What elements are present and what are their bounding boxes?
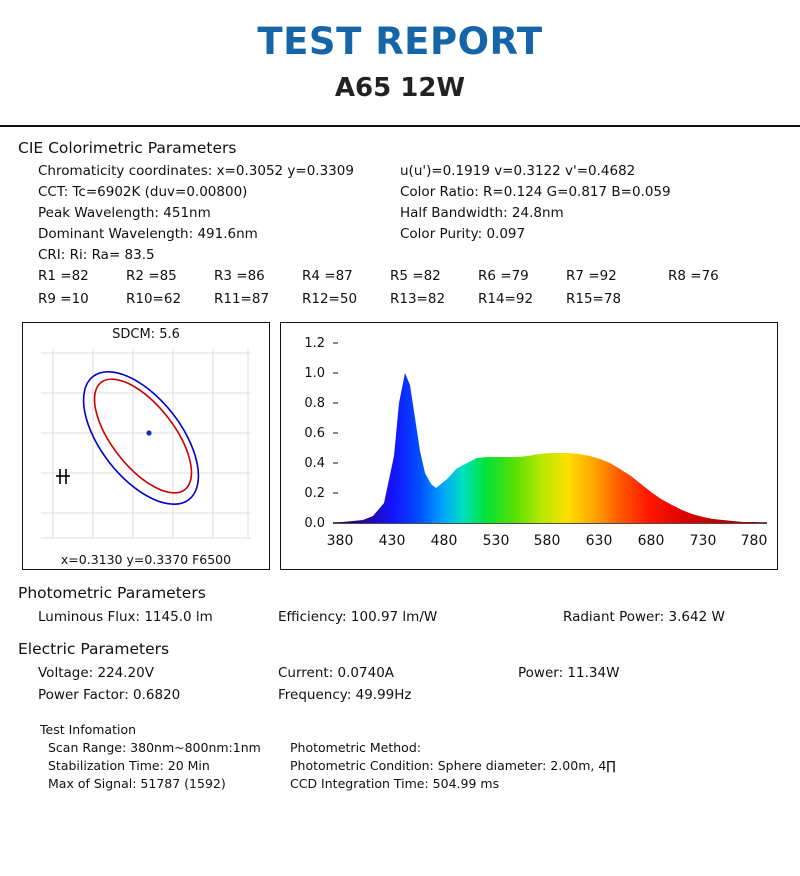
svg-text:0.4: 0.4 — [304, 455, 325, 471]
ri-value-r6: R6 =79 — [478, 267, 529, 284]
svg-text:380: 380 — [326, 532, 354, 549]
scan-range: Scan Range: 380nm~800nm:1nm — [48, 739, 261, 755]
test-info-row — [48, 739, 800, 757]
electric-row — [38, 684, 800, 706]
svg-text:0.0: 0.0 — [304, 515, 325, 531]
sdcm-chart — [22, 322, 270, 570]
stabilization-time: Stabilization Time: 20 Min — [48, 757, 210, 773]
svg-text:530: 530 — [482, 532, 510, 549]
uv-coordinates: u(u')=0.1919 v=0.3122 v'=0.4682 — [400, 162, 636, 179]
ri-value-r8: R8 =76 — [668, 267, 719, 284]
spectrum-fill — [333, 373, 767, 523]
ccd-integration-time: CCD Integration Time: 504.99 ms — [290, 775, 500, 791]
ri-value-r14: R14=92 — [478, 290, 534, 307]
ri-value-r12: R12=50 — [302, 290, 358, 307]
ri-value-r2: R2 =85 — [126, 267, 177, 284]
ri-value-r5: R5 =82 — [390, 267, 441, 284]
section-title-test-info: Test Infomation — [40, 721, 137, 737]
cct-value: CCT: Tc=6902K (duv=0.00800) — [38, 183, 248, 200]
color-purity: Color Purity: 0.097 — [400, 225, 526, 242]
half-bandwidth: Half Bandwidth: 24.8nm — [400, 204, 564, 221]
section-title-electric: Electric Parameters — [18, 639, 170, 658]
dominant-wavelength: Dominant Wavelength: 491.6nm — [38, 225, 258, 242]
voltage: Voltage: 224.20V — [38, 664, 154, 681]
radiant-power: Radiant Power: 3.642 W — [563, 608, 725, 625]
header-divider — [0, 125, 800, 127]
cie-row — [38, 224, 800, 245]
ri-value-r13: R13=82 — [390, 290, 446, 307]
ri-row-1 — [38, 266, 800, 289]
sdcm-footer: x=0.3130 y=0.3370 F6500 — [60, 551, 232, 567]
current: Current: 0.0740A — [278, 664, 395, 681]
color-ratio: Color Ratio: R=0.124 G=0.817 B=0.059 — [400, 183, 671, 200]
svg-text:430: 430 — [378, 532, 406, 549]
svg-text:630: 630 — [585, 532, 613, 549]
page-title: TEST REPORT — [257, 20, 543, 63]
svg-text:580: 580 — [533, 532, 561, 549]
cie-row — [38, 182, 800, 203]
ri-value-r3: R3 =86 — [214, 267, 265, 284]
cie-parameters — [38, 161, 800, 312]
page-subtitle: A65 12W — [334, 72, 466, 103]
svg-text:0.8: 0.8 — [304, 395, 325, 411]
svg-text:780: 780 — [740, 532, 768, 549]
svg-text:730: 730 — [689, 532, 717, 549]
efficiency: Efficiency: 100.97 lm/W — [278, 608, 438, 625]
cie-row — [38, 245, 800, 266]
svg-text:1.2: 1.2 — [304, 335, 325, 351]
charts-area — [0, 322, 800, 572]
sdcm-plot — [23, 323, 269, 569]
test-information — [48, 739, 800, 793]
ri-value-r11: R11=87 — [214, 290, 270, 307]
report-page — [0, 22, 800, 876]
test-info-row — [48, 775, 800, 793]
sdcm-label: SDCM: 5.6 — [112, 326, 180, 342]
power-factor: Power Factor: 0.6820 — [38, 686, 181, 703]
cri-ra: CRI: Ri: Ra= 83.5 — [38, 246, 155, 263]
cie-row — [38, 161, 800, 182]
ri-value-r1: R1 =82 — [38, 267, 89, 284]
ri-value-r9: R9 =10 — [38, 290, 89, 307]
luminous-flux: Luminous Flux: 1145.0 lm — [38, 608, 213, 625]
ri-value-r15: R15=78 — [566, 290, 622, 307]
frequency: Frequency: 49.99Hz — [278, 686, 412, 703]
photometric-parameters — [38, 606, 800, 628]
chromaticity-coordinates: Chromaticity coordinates: x=0.3052 y=0.3309 — [38, 162, 354, 179]
power: Power: 11.34W — [518, 664, 620, 681]
svg-text:0.2: 0.2 — [304, 485, 325, 501]
max-of-signal: Max of Signal: 51787 (1592) — [48, 775, 226, 791]
svg-text:680: 680 — [637, 532, 665, 549]
photometric-condition: Photometric Condition: Sphere diameter: 2.00m, 4∏ — [290, 757, 616, 773]
ri-row-2 — [38, 289, 800, 312]
electric-parameters — [38, 662, 800, 706]
test-info-row — [48, 757, 800, 775]
svg-text:0.6: 0.6 — [304, 425, 325, 441]
svg-text:480: 480 — [430, 532, 458, 549]
photometric-row — [38, 606, 800, 628]
spectrum-plot — [281, 323, 777, 569]
peak-wavelength: Peak Wavelength: 451nm — [38, 204, 211, 221]
ri-value-r10: R10=62 — [126, 290, 182, 307]
ri-value-r4: R4 =87 — [302, 267, 353, 284]
spectrum-chart — [280, 322, 778, 570]
electric-row — [38, 662, 800, 684]
ri-value-r7: R7 =92 — [566, 267, 617, 284]
section-title-cie: CIE Colorimetric Parameters — [18, 138, 237, 157]
section-title-photometric: Photometric Parameters — [18, 583, 206, 602]
photometric-method: Photometric Method: — [290, 739, 421, 755]
svg-text:1.0: 1.0 — [304, 365, 325, 381]
cie-row — [38, 203, 800, 224]
